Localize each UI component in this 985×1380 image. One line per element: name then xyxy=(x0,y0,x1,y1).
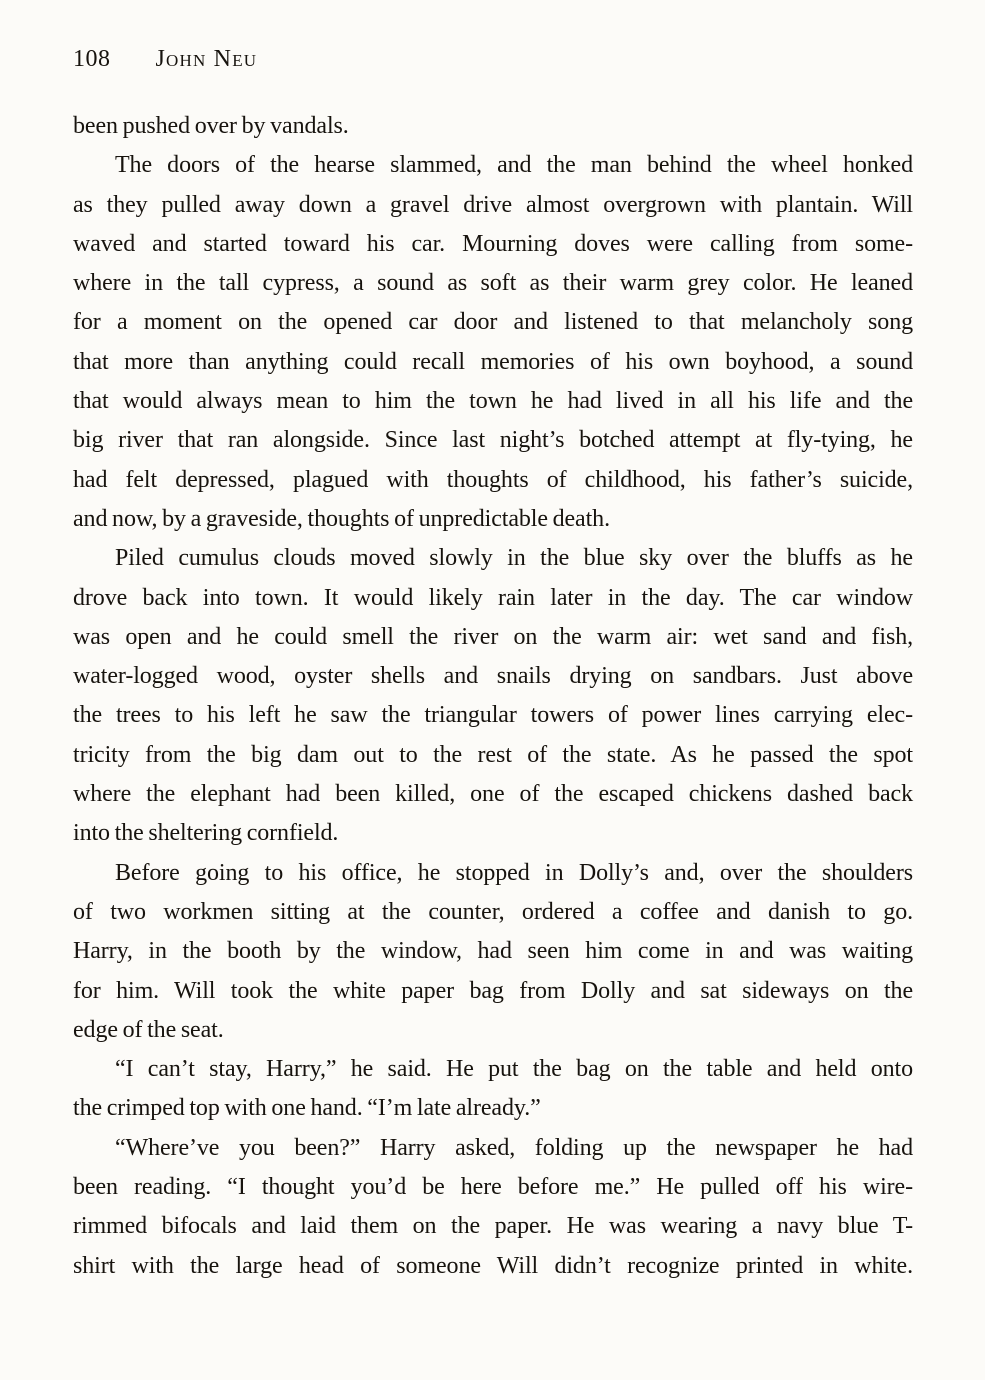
text-line: “I can’t stay, Harry,” he said. He put the bag on the table and held onto xyxy=(115,1056,913,1083)
paragraph xyxy=(73,539,913,853)
paragraph xyxy=(73,854,913,1050)
text-line: “Where’ve you been?” Harry asked, folding up the newspaper he had xyxy=(115,1134,913,1161)
text-line: tricity from the big dam out to the rest of the state. As he passed the spot xyxy=(73,741,913,768)
paragraph xyxy=(73,146,913,539)
text-line: Piled cumulus clouds moved slowly in the blue sky over the bluffs as he xyxy=(115,545,913,572)
text-line: waved and started toward his car. Mourning doves were calling from some- xyxy=(73,230,913,257)
paragraph xyxy=(73,107,913,146)
text-line: where in the tall cypress, a sound as soft as their warm grey color. He leaned xyxy=(73,270,913,297)
text-line: been pushed over by vandals. xyxy=(73,113,349,139)
page-body xyxy=(73,107,913,1286)
text-line: as they pulled away down a gravel drive almost overgrown with plantain. Will xyxy=(73,191,913,218)
text-line: for him. Will took the white paper bag from Dolly and sat sideways on the xyxy=(73,977,913,1004)
text-line: that more than anything could recall memories of his own boyhood, a sound xyxy=(73,348,913,375)
running-head-author: John Neu xyxy=(155,46,258,72)
text-line: into the sheltering cornfield. xyxy=(73,820,339,847)
text-line: for a moment on the opened car door and listened to that melancholy song xyxy=(73,309,913,336)
text-line: that would always mean to him the town he had lived in all his life and the xyxy=(73,388,913,415)
text-line: been reading. “I thought you’d be here before me.” He pulled off his wire- xyxy=(73,1174,913,1201)
text-line: Harry, in the booth by the window, had seen him come in and was waiting xyxy=(73,938,913,965)
text-line: was open and he could smell the river on the warm air: wet sand and fish, xyxy=(73,623,913,650)
page-number: 108 xyxy=(73,46,111,72)
text-line: and now, by a graveside, thoughts of unpredictable death. xyxy=(73,505,610,532)
text-line: big river that ran alongside. Since last night’s botched attempt at fly-tying, he xyxy=(73,427,913,454)
text-line: the trees to his left he saw the triangular towers of power lines carrying elec- xyxy=(73,702,913,729)
text-line: drove back into town. It would likely rain later in the day. The car window xyxy=(73,584,913,611)
text-line: The doors of the hearse slammed, and the man behind the wheel honked xyxy=(115,152,913,179)
text-line: the crimped top with one hand. “I’m late already.” xyxy=(73,1095,541,1122)
paragraph xyxy=(73,1129,913,1286)
text-line: where the elephant had been killed, one of the escaped chickens dashed back xyxy=(73,781,913,808)
text-line: of two workmen sitting at the counter, ordered a coffee and danish to go. xyxy=(73,898,913,925)
paragraph xyxy=(73,1050,913,1129)
text-line: shirt with the large head of someone Will didn’t recognize printed in white. xyxy=(73,1252,913,1279)
text-line: had felt depressed, plagued with thoughts of childhood, his father’s suicide, xyxy=(73,466,913,493)
text-line: edge of the seat. xyxy=(73,1016,224,1043)
text-line: rimmed bifocals and laid them on the paper. He was wearing a navy blue T- xyxy=(73,1213,913,1240)
page-header xyxy=(73,44,913,74)
text-line: water-logged wood, oyster shells and snails drying on sandbars. Just above xyxy=(73,663,913,690)
text-line: Before going to his office, he stopped in Dolly’s and, over the shoulders xyxy=(115,859,913,886)
